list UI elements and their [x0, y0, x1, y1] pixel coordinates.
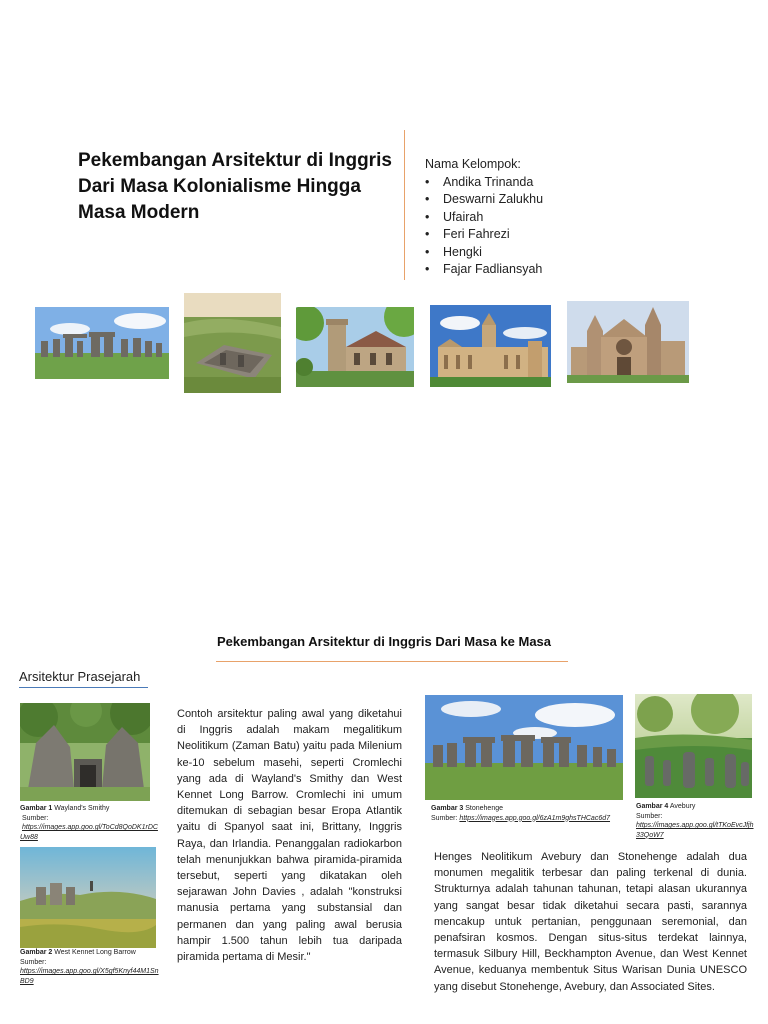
figure-2-source-link[interactable]: https://images.app.goo.gl/X5gf5Knyf44M1SnBD9: [20, 968, 159, 985]
cover-title-line-1: Pekembangan Arsitektur di Inggris: [78, 150, 392, 171]
cover-photo-stonehenge: [35, 307, 169, 379]
sub-heading: Arsitektur Prasejarah: [19, 669, 141, 684]
cover-photo-long-barrow: [184, 293, 281, 393]
group-label: Nama Kelompok:: [425, 157, 521, 171]
member-item: • Deswarni Zalukhu: [425, 191, 625, 209]
figure-1-source-link[interactable]: https://images.app.goo.gl/ToCd8QoDK1rDCUw88: [20, 824, 158, 841]
figure-2-image: [20, 847, 156, 948]
cover-title-line-2: Dari Masa Kolonialisme Hingga: [78, 176, 361, 197]
figure-1-source-label: Sumber:: [22, 814, 49, 822]
figure-3-image: [425, 695, 623, 800]
figure-1-label: Gambar 1: [20, 805, 53, 812]
cover-photo-cathedral: [430, 305, 551, 387]
intro-paragraph: Contoh arsitektur paling awal yang diketahui di Inggris adalah makam megalitikum Neolitikum (Zaman Batu) yaitu pada Milenium ke-10 sebelum masehi, seperti Cromlechi yang ada di Wayland's Smithy dan West Kennet Long Barrow. Cromlechi ini umum ditemukan di sebagian besar Eropa Atlantik yaitu di Spanyol saat ini, Brittany, Inggris Raya, dan Irlandia. Penanggalan radiokarbon telah menunjukkan bahwa piramida-piramida tersebut, seperti yang dikatakan oleh sejarawan John Davies , adalah "konstruksi manusia pertama yang substansial dan permanen dan yang paling awal berusia hampir 1.500 tahun lebih tua daripada piramida pertama di Mesir.": [177, 708, 402, 964]
group-members: [425, 156, 625, 279]
henges-paragraph: Henges Neolitikum Avebury dan Stonehenge adalah dua monumen megalitik terbesar dan paling terkenal di dunia. Strukturnya adalah tahunan tahunan, tetapi alasan ukurannya yang sangat besar tidak diketahui secara pasti, sarannya mencakup untuk pertanian, penggunaan seremonial, dan penafsiran kosmos. Dengan situs-situs terdekat lainnya, termasuk Silbury Hill, Beckhampton Avenue, dan West Kennet Avenue, keduanya membentuk Situs Warisan Dunia UNESCO yang disebut Stonehenge, Avebury, dan Associated Sites.: [434, 851, 747, 993]
figure-4-label: Gambar 4: [636, 803, 669, 810]
cover-divider: [404, 130, 405, 280]
figure-3-name: Stonehenge: [465, 805, 504, 812]
figure-4-source-link[interactable]: https://images.app.goo.gl/tTKoEvcJfjh33QoW7: [636, 822, 754, 839]
member-item: • Feri Fahrezi: [425, 226, 625, 244]
figure-2-name: West Kennet Long Barrow: [54, 949, 136, 956]
figure-2-label: Gambar 2: [20, 949, 53, 956]
section-title: Pekembangan Arsitektur di Inggris Dari Masa ke Masa: [216, 634, 552, 649]
member-item: • Fajar Fadliansyah: [425, 261, 625, 279]
figure-3-label: Gambar 3: [431, 805, 464, 812]
section-title-rule: [216, 661, 568, 662]
cover-title-line-3: Masa Modern: [78, 202, 200, 223]
member-item: • Hengki: [425, 244, 625, 262]
figure-2-source-label: Sumber:: [20, 958, 47, 966]
figure-1-caption: [20, 804, 160, 842]
figure-4-name: Avebury: [669, 803, 696, 810]
figure-4-source-label: Sumber:: [636, 812, 663, 820]
cover-title: [78, 148, 408, 226]
figure-2-caption: [20, 948, 160, 986]
member-item: • Andika Trinanda: [425, 174, 625, 192]
figure-1-name: Wayland's Smithy: [54, 805, 110, 812]
cover-photo-parish-church: [296, 307, 414, 387]
figure-4-caption: [636, 802, 756, 840]
member-item: • Ufairah: [425, 209, 625, 227]
cover-photo-gothic-cathedral: [567, 301, 689, 383]
figure-3-source-label: Sumber:: [431, 814, 458, 822]
figure-1-image: [20, 703, 150, 801]
figure-3-caption: [431, 804, 631, 823]
figure-3-source-link[interactable]: https://images.app.goo.gl/6zA1m9ghsTHCac6d7: [459, 814, 611, 822]
sub-heading-rule: [19, 687, 148, 688]
figure-4-image: [635, 694, 752, 798]
member-list: [425, 174, 625, 279]
